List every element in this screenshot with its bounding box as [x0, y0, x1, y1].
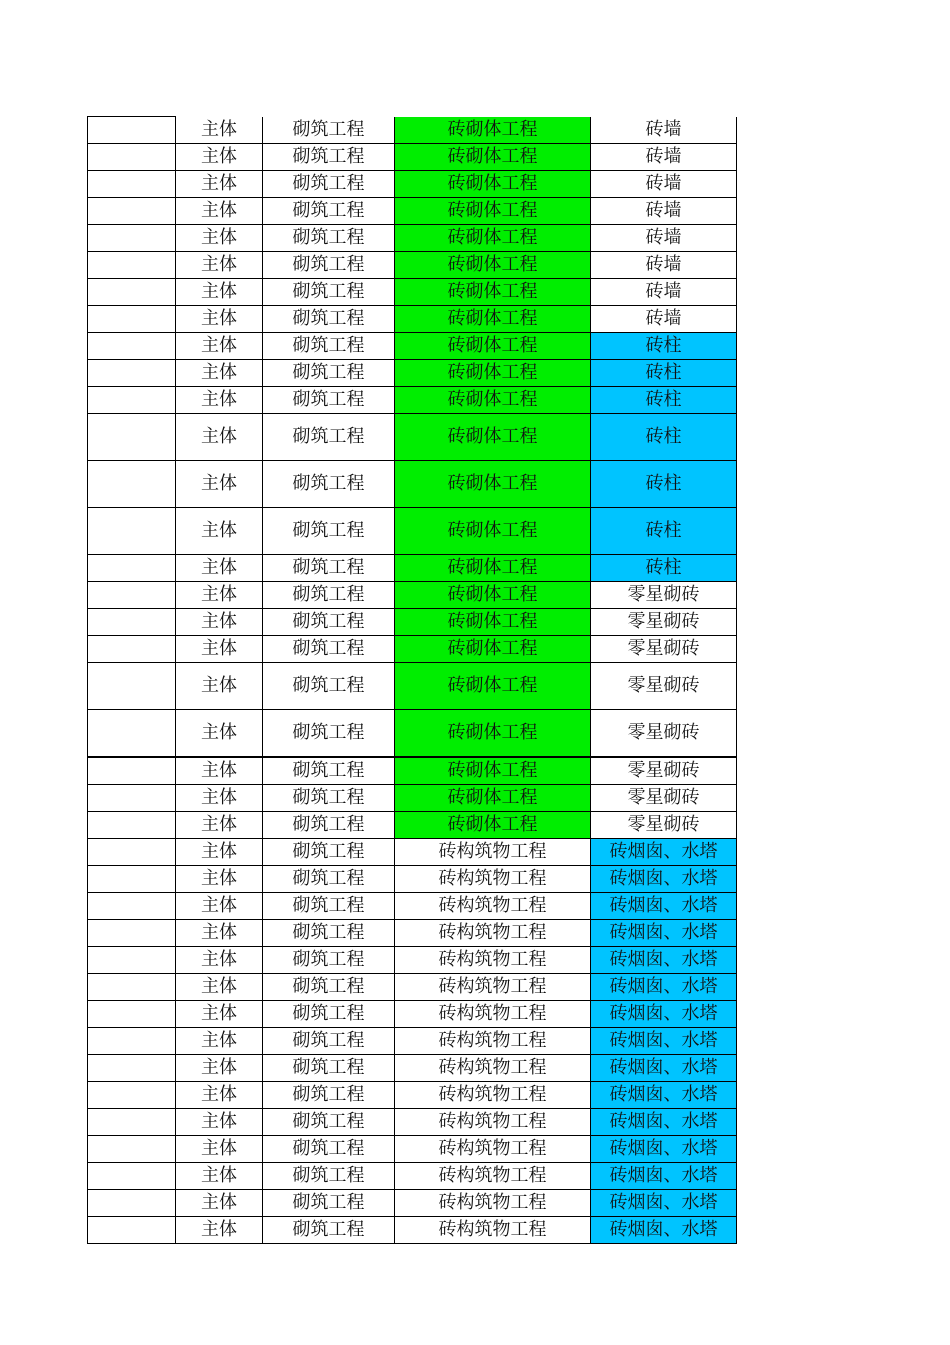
cell-index[interactable] [88, 866, 176, 893]
cell-division[interactable]: 砌筑工程 [263, 279, 395, 306]
table-row [88, 144, 737, 171]
cell-category[interactable]: 主体 [176, 757, 263, 785]
cell-division[interactable]: 砌筑工程 [263, 1082, 395, 1109]
cell-category[interactable]: 主体 [176, 636, 263, 663]
cell-division[interactable]: 砌筑工程 [263, 414, 395, 461]
cell-item[interactable]: 零星砌砖 [591, 636, 737, 663]
cell-item[interactable]: 砖墙 [591, 306, 737, 333]
cell-subdivision[interactable]: 砖砌体工程 [395, 117, 591, 144]
table-row [88, 757, 737, 785]
cell-category[interactable]: 主体 [176, 974, 263, 1001]
table-row [88, 1001, 737, 1028]
table-row [88, 171, 737, 198]
cell-category[interactable]: 主体 [176, 414, 263, 461]
cell-subdivision[interactable]: 砖砌体工程 [395, 279, 591, 306]
cell-index[interactable] [88, 757, 176, 785]
cell-division[interactable]: 砌筑工程 [263, 117, 395, 144]
cell-division[interactable]: 砌筑工程 [263, 757, 395, 785]
cell-index[interactable] [88, 710, 176, 758]
cell-item[interactable]: 砖烟囱、水塔 [591, 1190, 737, 1217]
cell-index[interactable] [88, 252, 176, 279]
cell-index[interactable] [88, 555, 176, 582]
cell-index[interactable] [88, 414, 176, 461]
cell-index[interactable] [88, 663, 176, 710]
cell-subdivision[interactable]: 砖砌体工程 [395, 508, 591, 555]
cell-subdivision[interactable]: 砖构筑物工程 [395, 839, 591, 866]
cell-category[interactable]: 主体 [176, 1028, 263, 1055]
cell-index[interactable] [88, 947, 176, 974]
table-row [88, 1136, 737, 1163]
table-row [88, 461, 737, 508]
cell-index[interactable] [88, 839, 176, 866]
cell-index[interactable] [88, 306, 176, 333]
cell-category[interactable]: 主体 [176, 117, 263, 144]
table-row [88, 710, 737, 758]
cell-category[interactable]: 主体 [176, 1163, 263, 1190]
cell-subdivision[interactable]: 砖砌体工程 [395, 757, 591, 785]
cell-division[interactable]: 砌筑工程 [263, 812, 395, 839]
cell-index[interactable] [88, 582, 176, 609]
cell-item[interactable]: 砖柱 [591, 360, 737, 387]
cell-division[interactable]: 砌筑工程 [263, 333, 395, 360]
cell-index[interactable] [88, 974, 176, 1001]
cell-category[interactable]: 主体 [176, 508, 263, 555]
cell-item[interactable]: 砖墙 [591, 198, 737, 225]
table-row [88, 636, 737, 663]
cell-division[interactable]: 砌筑工程 [263, 198, 395, 225]
cell-category[interactable]: 主体 [176, 1001, 263, 1028]
cell-category[interactable]: 主体 [176, 225, 263, 252]
cell-index[interactable] [88, 387, 176, 414]
cell-item[interactable]: 砖烟囱、水塔 [591, 1217, 737, 1244]
cell-item[interactable]: 砖柱 [591, 414, 737, 461]
cell-subdivision[interactable]: 砖砌体工程 [395, 171, 591, 198]
cell-division[interactable]: 砌筑工程 [263, 974, 395, 1001]
cell-subdivision[interactable]: 砖砌体工程 [395, 785, 591, 812]
cell-division[interactable]: 砌筑工程 [263, 920, 395, 947]
cell-division[interactable]: 砌筑工程 [263, 1055, 395, 1082]
table-row [88, 920, 737, 947]
table-row [88, 1163, 737, 1190]
cell-category[interactable]: 主体 [176, 947, 263, 974]
table-row [88, 974, 737, 1001]
cell-index[interactable] [88, 1082, 176, 1109]
cell-division[interactable]: 砌筑工程 [263, 1163, 395, 1190]
table-row [88, 387, 737, 414]
cell-subdivision[interactable]: 砖砌体工程 [395, 582, 591, 609]
cell-item[interactable]: 砖烟囱、水塔 [591, 1109, 737, 1136]
table-row [88, 1109, 737, 1136]
cell-division[interactable]: 砌筑工程 [263, 1028, 395, 1055]
table-row [88, 663, 737, 710]
cell-subdivision[interactable]: 砖砌体工程 [395, 812, 591, 839]
cell-category[interactable]: 主体 [176, 1190, 263, 1217]
cell-category[interactable]: 主体 [176, 582, 263, 609]
cell-subdivision[interactable]: 砖砌体工程 [395, 555, 591, 582]
cell-division[interactable]: 砌筑工程 [263, 252, 395, 279]
cell-division[interactable]: 砌筑工程 [263, 785, 395, 812]
cell-subdivision[interactable]: 砖砌体工程 [395, 461, 591, 508]
table-row [88, 893, 737, 920]
cell-index[interactable] [88, 1163, 176, 1190]
cell-subdivision[interactable]: 砖砌体工程 [395, 636, 591, 663]
cell-category[interactable]: 主体 [176, 785, 263, 812]
cell-item[interactable]: 砖墙 [591, 225, 737, 252]
cell-division[interactable]: 砌筑工程 [263, 171, 395, 198]
cell-category[interactable]: 主体 [176, 387, 263, 414]
table-row [88, 839, 737, 866]
cell-index[interactable] [88, 636, 176, 663]
cell-subdivision[interactable]: 砖构筑物工程 [395, 947, 591, 974]
cell-category[interactable]: 主体 [176, 663, 263, 710]
cell-item[interactable]: 零星砌砖 [591, 582, 737, 609]
cell-index[interactable] [88, 508, 176, 555]
cell-category[interactable]: 主体 [176, 198, 263, 225]
cell-item[interactable]: 砖烟囱、水塔 [591, 839, 737, 866]
table-row [88, 306, 737, 333]
cell-index[interactable] [88, 333, 176, 360]
cell-division[interactable]: 砌筑工程 [263, 1001, 395, 1028]
cell-index[interactable] [88, 171, 176, 198]
cell-division[interactable]: 砌筑工程 [263, 1136, 395, 1163]
table-row [88, 252, 737, 279]
table-row [88, 1028, 737, 1055]
table-row [88, 609, 737, 636]
cell-item[interactable]: 砖墙 [591, 279, 737, 306]
cell-item[interactable]: 砖柱 [591, 333, 737, 360]
cell-item[interactable]: 砖烟囱、水塔 [591, 893, 737, 920]
cell-item[interactable]: 砖烟囱、水塔 [591, 920, 737, 947]
cell-division[interactable]: 砌筑工程 [263, 360, 395, 387]
cell-category[interactable]: 主体 [176, 839, 263, 866]
cell-category[interactable]: 主体 [176, 1082, 263, 1109]
cell-index[interactable] [88, 1190, 176, 1217]
cell-subdivision[interactable]: 砖构筑物工程 [395, 1001, 591, 1028]
cell-index[interactable] [88, 144, 176, 171]
cell-subdivision[interactable]: 砖构筑物工程 [395, 1190, 591, 1217]
cell-index[interactable] [88, 812, 176, 839]
cell-item[interactable]: 砖烟囱、水塔 [591, 1055, 737, 1082]
table-row [88, 508, 737, 555]
cell-item[interactable]: 砖墙 [591, 117, 737, 144]
cell-subdivision[interactable]: 砖构筑物工程 [395, 1028, 591, 1055]
cell-category[interactable]: 主体 [176, 893, 263, 920]
table-body [88, 117, 737, 1244]
cell-division[interactable]: 砌筑工程 [263, 225, 395, 252]
cell-item[interactable]: 砖烟囱、水塔 [591, 947, 737, 974]
cell-item[interactable]: 砖柱 [591, 508, 737, 555]
table-row [88, 1082, 737, 1109]
cell-index[interactable] [88, 1001, 176, 1028]
cell-division[interactable]: 砌筑工程 [263, 306, 395, 333]
table-row [88, 812, 737, 839]
cell-item[interactable]: 砖烟囱、水塔 [591, 1136, 737, 1163]
cell-index[interactable] [88, 785, 176, 812]
cell-index[interactable] [88, 461, 176, 508]
table-row [88, 555, 737, 582]
cell-category[interactable]: 主体 [176, 866, 263, 893]
table-row [88, 1190, 737, 1217]
cell-item[interactable]: 砖柱 [591, 461, 737, 508]
cell-division[interactable]: 砌筑工程 [263, 663, 395, 710]
cell-category[interactable]: 主体 [176, 1217, 263, 1244]
cell-item[interactable]: 砖墙 [591, 252, 737, 279]
cell-subdivision[interactable]: 砖砌体工程 [395, 333, 591, 360]
cell-item[interactable]: 零星砌砖 [591, 663, 737, 710]
spreadsheet-table [87, 116, 737, 1244]
cell-subdivision[interactable]: 砖砌体工程 [395, 198, 591, 225]
cell-item[interactable]: 砖烟囱、水塔 [591, 974, 737, 1001]
table-row [88, 360, 737, 387]
cell-item[interactable]: 砖墙 [591, 171, 737, 198]
cell-index[interactable] [88, 198, 176, 225]
cell-division[interactable]: 砌筑工程 [263, 387, 395, 414]
cell-index[interactable] [88, 1217, 176, 1244]
cell-subdivision[interactable]: 砖构筑物工程 [395, 1082, 591, 1109]
cell-index[interactable] [88, 609, 176, 636]
cell-division[interactable]: 砌筑工程 [263, 144, 395, 171]
cell-category[interactable]: 主体 [176, 1109, 263, 1136]
cell-subdivision[interactable]: 砖砌体工程 [395, 710, 591, 758]
cell-division[interactable]: 砌筑工程 [263, 839, 395, 866]
cell-item[interactable]: 砖烟囱、水塔 [591, 866, 737, 893]
cell-division[interactable]: 砌筑工程 [263, 508, 395, 555]
cell-category[interactable]: 主体 [176, 171, 263, 198]
cell-subdivision[interactable]: 砖砌体工程 [395, 414, 591, 461]
cell-category[interactable]: 主体 [176, 812, 263, 839]
table-row [88, 1217, 737, 1244]
cell-division[interactable]: 砌筑工程 [263, 555, 395, 582]
cell-subdivision[interactable]: 砖构筑物工程 [395, 1055, 591, 1082]
cell-index[interactable] [88, 117, 176, 144]
cell-item[interactable]: 零星砌砖 [591, 757, 737, 785]
cell-index[interactable] [88, 920, 176, 947]
cell-subdivision[interactable]: 砖砌体工程 [395, 306, 591, 333]
cell-category[interactable]: 主体 [176, 555, 263, 582]
cell-category[interactable]: 主体 [176, 1136, 263, 1163]
cell-subdivision[interactable]: 砖砌体工程 [395, 225, 591, 252]
cell-division[interactable]: 砌筑工程 [263, 636, 395, 663]
cell-subdivision[interactable]: 砖砌体工程 [395, 144, 591, 171]
cell-item[interactable]: 零星砌砖 [591, 710, 737, 758]
cell-item[interactable]: 砖墙 [591, 144, 737, 171]
cell-subdivision[interactable]: 砖构筑物工程 [395, 1136, 591, 1163]
cell-category[interactable]: 主体 [176, 1055, 263, 1082]
cell-division[interactable]: 砌筑工程 [263, 710, 395, 758]
cell-index[interactable] [88, 360, 176, 387]
cell-index[interactable] [88, 225, 176, 252]
cell-subdivision[interactable]: 砖构筑物工程 [395, 1163, 591, 1190]
table-row [88, 866, 737, 893]
cell-category[interactable]: 主体 [176, 306, 263, 333]
cell-subdivision[interactable]: 砖构筑物工程 [395, 866, 591, 893]
cell-division[interactable]: 砌筑工程 [263, 866, 395, 893]
table-row [88, 1055, 737, 1082]
table-row [88, 333, 737, 360]
cell-subdivision[interactable]: 砖砌体工程 [395, 609, 591, 636]
cell-subdivision[interactable]: 砖构筑物工程 [395, 1109, 591, 1136]
cell-subdivision[interactable]: 砖构筑物工程 [395, 920, 591, 947]
cell-item[interactable]: 零星砌砖 [591, 609, 737, 636]
cell-item[interactable]: 砖柱 [591, 387, 737, 414]
cell-index[interactable] [88, 893, 176, 920]
cell-division[interactable]: 砌筑工程 [263, 893, 395, 920]
cell-item[interactable]: 零星砌砖 [591, 785, 737, 812]
cell-index[interactable] [88, 279, 176, 306]
cell-division[interactable]: 砌筑工程 [263, 582, 395, 609]
cell-category[interactable]: 主体 [176, 144, 263, 171]
cell-subdivision[interactable]: 砖构筑物工程 [395, 893, 591, 920]
cell-division[interactable]: 砌筑工程 [263, 1109, 395, 1136]
table-row [88, 947, 737, 974]
cell-subdivision[interactable]: 砖构筑物工程 [395, 974, 591, 1001]
cell-subdivision[interactable]: 砖构筑物工程 [395, 1217, 591, 1244]
cell-division[interactable]: 砌筑工程 [263, 1190, 395, 1217]
cell-division[interactable]: 砌筑工程 [263, 609, 395, 636]
cell-item[interactable]: 砖柱 [591, 555, 737, 582]
cell-index[interactable] [88, 1055, 176, 1082]
cell-category[interactable]: 主体 [176, 920, 263, 947]
cell-category[interactable]: 主体 [176, 252, 263, 279]
cell-category[interactable]: 主体 [176, 461, 263, 508]
cell-index[interactable] [88, 1109, 176, 1136]
table-row [88, 414, 737, 461]
table-row [88, 582, 737, 609]
cell-subdivision[interactable]: 砖砌体工程 [395, 360, 591, 387]
cell-index[interactable] [88, 1136, 176, 1163]
cell-subdivision[interactable]: 砖砌体工程 [395, 387, 591, 414]
table-row [88, 117, 737, 144]
cell-category[interactable]: 主体 [176, 609, 263, 636]
cell-category[interactable]: 主体 [176, 360, 263, 387]
table-row [88, 198, 737, 225]
cell-subdivision[interactable]: 砖砌体工程 [395, 252, 591, 279]
cell-subdivision[interactable]: 砖砌体工程 [395, 663, 591, 710]
table-row [88, 279, 737, 306]
cell-item[interactable]: 零星砌砖 [591, 812, 737, 839]
cell-category[interactable]: 主体 [176, 279, 263, 306]
cell-item[interactable]: 砖烟囱、水塔 [591, 1028, 737, 1055]
cell-category[interactable]: 主体 [176, 333, 263, 360]
cell-item[interactable]: 砖烟囱、水塔 [591, 1163, 737, 1190]
cell-index[interactable] [88, 1028, 176, 1055]
cell-category[interactable]: 主体 [176, 710, 263, 758]
table-row [88, 785, 737, 812]
cell-item[interactable]: 砖烟囱、水塔 [591, 1001, 737, 1028]
cell-item[interactable]: 砖烟囱、水塔 [591, 1082, 737, 1109]
cell-division[interactable]: 砌筑工程 [263, 461, 395, 508]
table-row [88, 225, 737, 252]
cell-division[interactable]: 砌筑工程 [263, 1217, 395, 1244]
cell-division[interactable]: 砌筑工程 [263, 947, 395, 974]
